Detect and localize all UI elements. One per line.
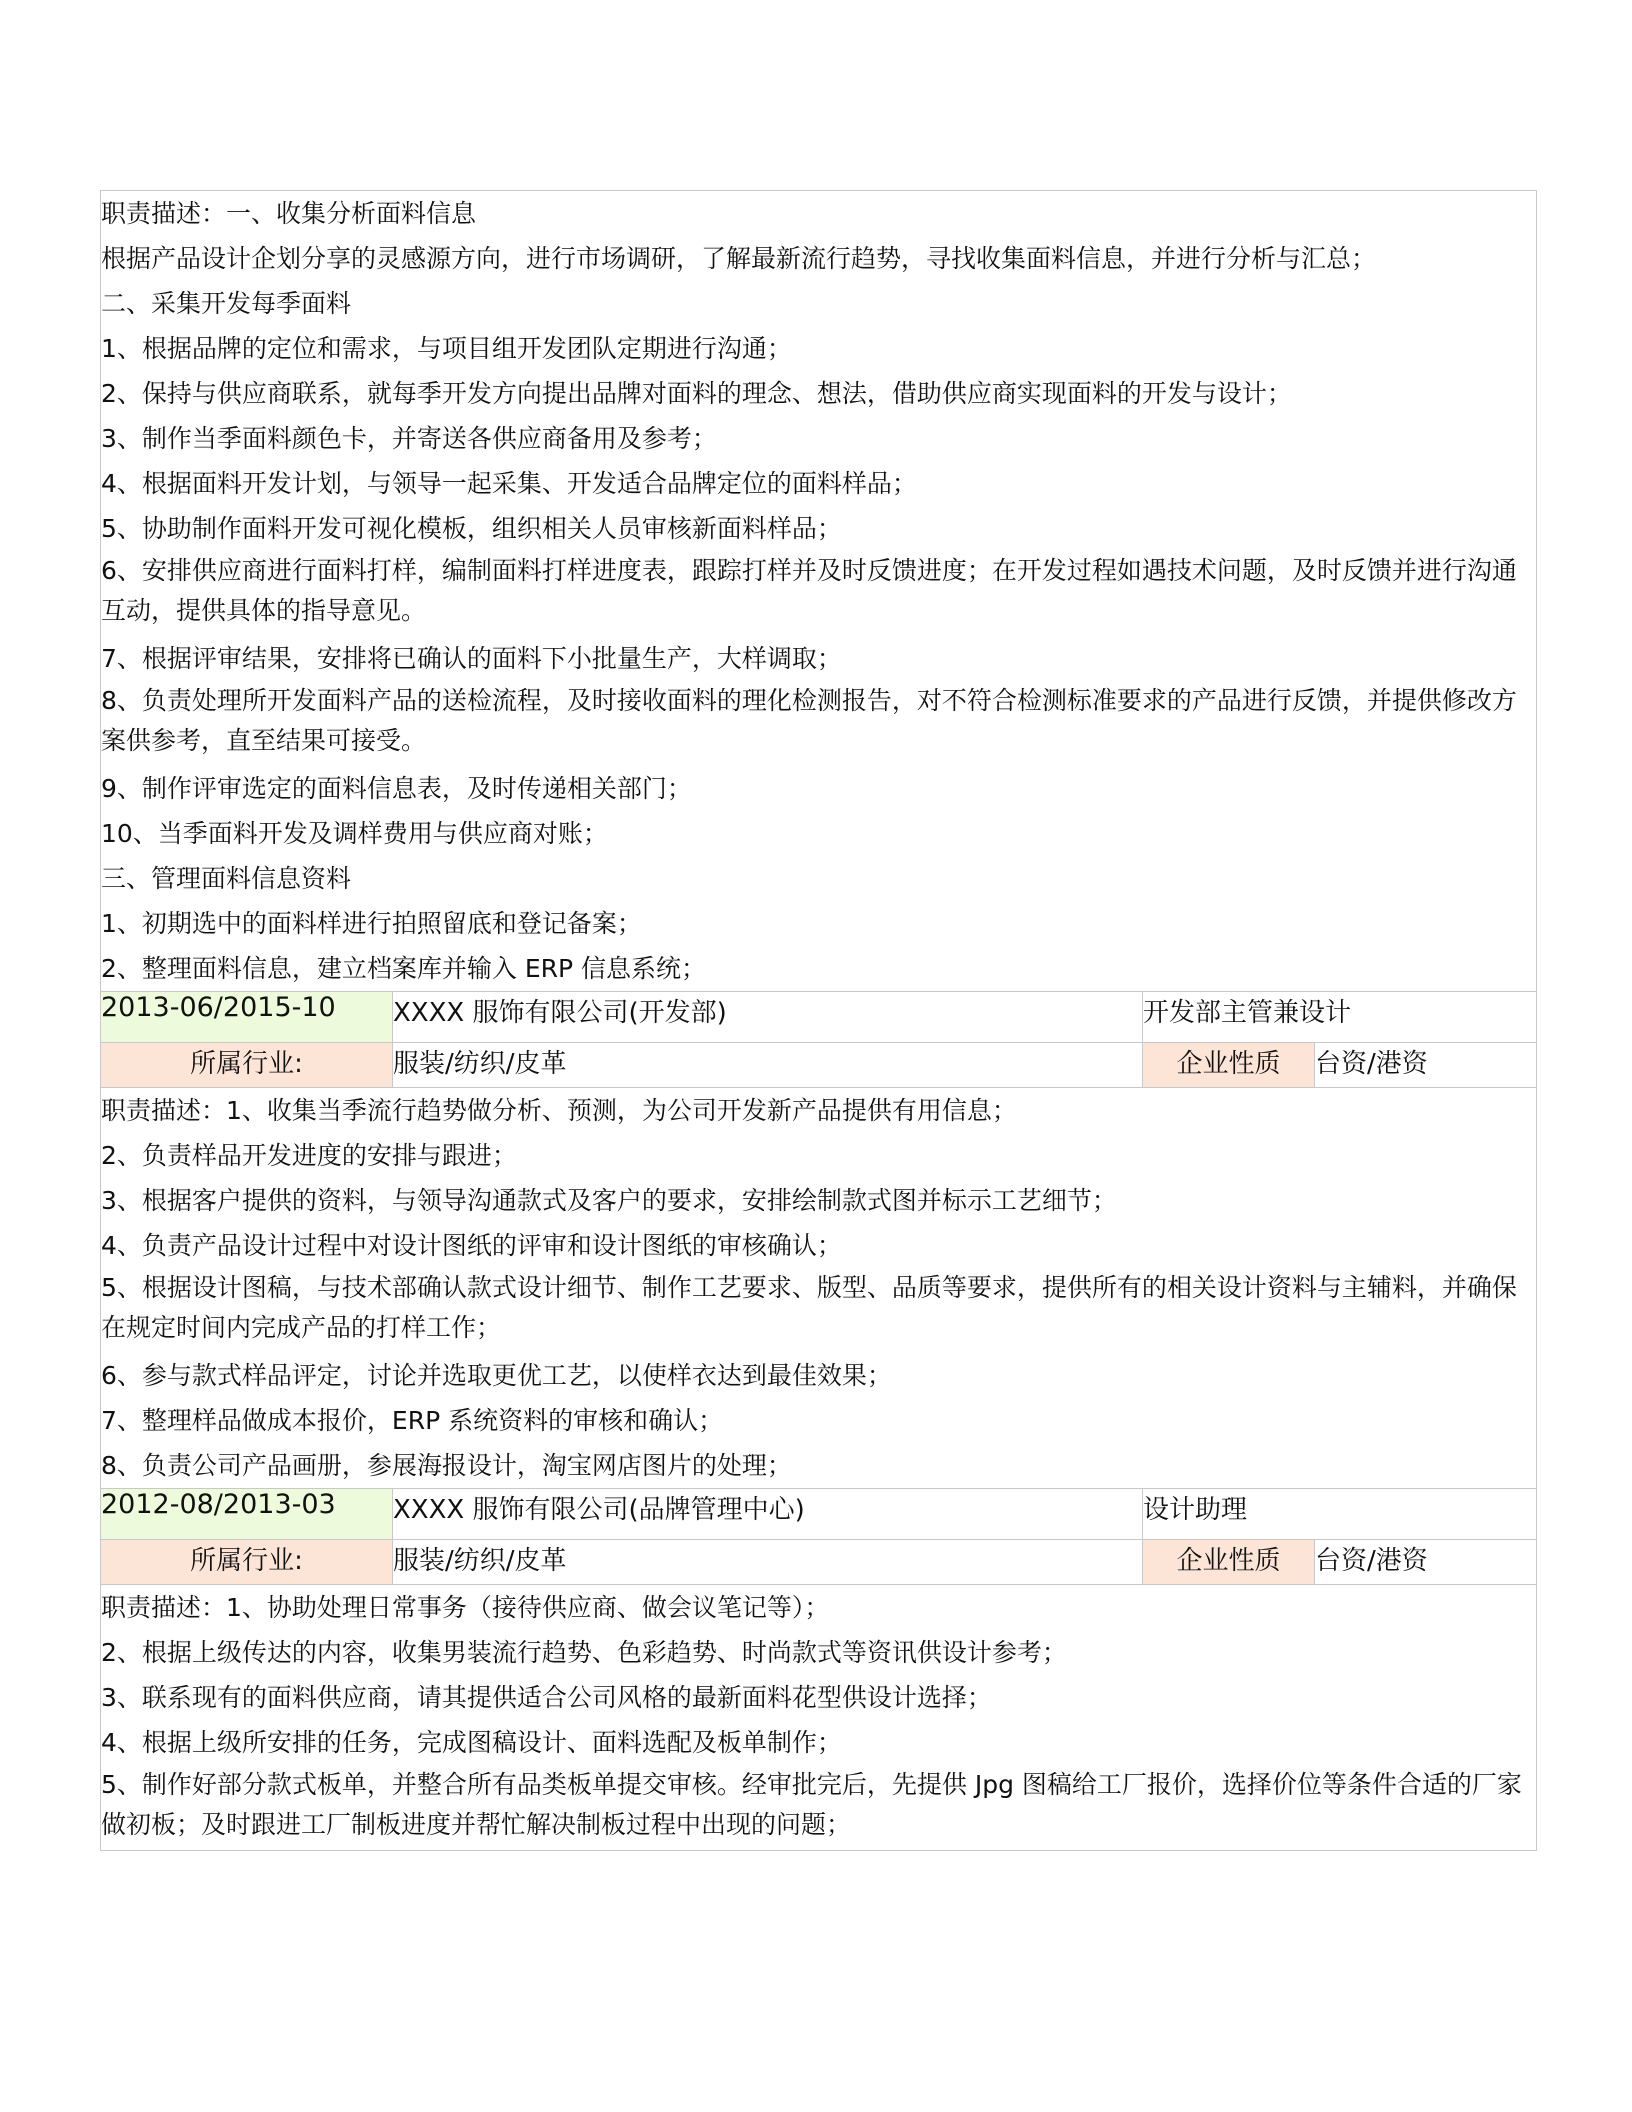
job3-period: 2012-08/2013-03 bbox=[101, 1489, 393, 1540]
desc-line: 2、保持与供应商联系，就每季开发方向提出品牌对面料的理念、想法，借助供应商实现面料的开发与设计； bbox=[101, 379, 1292, 408]
desc-line: 4、根据上级所安排的任务，完成图稿设计、面料选配及板单制作； bbox=[101, 1728, 842, 1757]
desc-line: 职责描述：一、收集分析面料信息 bbox=[101, 199, 477, 228]
desc-line: 职责描述：1、收集当季流行趋势做分析、预测，为公司开发新产品提供有用信息； bbox=[101, 1096, 1017, 1125]
job2-nature: 台资/港资 bbox=[1315, 1043, 1537, 1088]
desc-line: 1、根据品牌的定位和需求，与项目组开发团队定期进行沟通； bbox=[101, 334, 792, 363]
job2-description-row bbox=[101, 1088, 1537, 1489]
desc-line: 职责描述：1、协助处理日常事务（接待供应商、做会议笔记等）； bbox=[101, 1593, 830, 1622]
desc-line: 5、制作好部分款式板单，并整合所有品类板单提交审核。经审批完后，先提供 Jpg 图稿给工厂报价，选择价位等条件合适的厂家做初板；及时跟进工厂制板进度并帮忙解决制板过程中出现的问题； bbox=[101, 1770, 1522, 1839]
work-experience-table bbox=[100, 190, 1537, 1851]
job3-industry-label: 所属行业: bbox=[101, 1540, 393, 1585]
job2-industry: 服装/纺织/皮革 bbox=[393, 1043, 1143, 1088]
desc-line: 1、初期选中的面料样进行拍照留底和登记备案； bbox=[101, 909, 642, 938]
desc-line: 8、负责处理所开发面料产品的送检流程，及时接收面料的理化检测报告，对不符合检测标准要求的产品进行反馈，并提供修改方案供参考，直至结果可接受。 bbox=[101, 686, 1517, 755]
desc-line: 3、联系现有的面料供应商，请其提供适合公司风格的最新面料花型供设计选择； bbox=[101, 1683, 992, 1712]
desc-line: 根据产品设计企划分享的灵感源方向，进行市场调研，了解最新流行趋势，寻找收集面料信息，并进行分析与汇总； bbox=[101, 244, 1377, 273]
desc-line: 6、安排供应商进行面料打样，编制面料打样进度表，跟踪打样并及时反馈进度；在开发过程如遇技术问题，及时反馈并进行沟通互动，提供具体的指导意见。 bbox=[101, 556, 1517, 625]
job3-company: XXXX 服饰有限公司(品牌管理中心) bbox=[393, 1489, 1143, 1540]
desc-line: 二、采集开发每季面料 bbox=[101, 289, 352, 318]
job2-industry-label: 所属行业: bbox=[101, 1043, 393, 1088]
desc-line: 4、负责产品设计过程中对设计图纸的评审和设计图纸的审核确认； bbox=[101, 1231, 842, 1260]
job2-meta-row bbox=[101, 1043, 1537, 1088]
desc-line: 4、根据面料开发计划，与领导一起采集、开发适合品牌定位的面料样品； bbox=[101, 469, 917, 498]
desc-line: 三、管理面料信息资料 bbox=[101, 864, 352, 893]
job2-position: 开发部主管兼设计 bbox=[1143, 992, 1537, 1043]
desc-line: 5、协助制作面料开发可视化模板，组织相关人员审核新面料样品； bbox=[101, 514, 842, 543]
job3-industry: 服装/纺织/皮革 bbox=[393, 1540, 1143, 1585]
desc-line: 5、根据设计图稿，与技术部确认款式设计细节、制作工艺要求、版型、品质等要求，提供所有的相关设计资料与主辅料，并确保在规定时间内完成产品的打样工作； bbox=[101, 1273, 1517, 1342]
job3-position: 设计助理 bbox=[1143, 1489, 1537, 1540]
job3-description-row bbox=[101, 1585, 1537, 1851]
job2-nature-label: 企业性质 bbox=[1143, 1043, 1315, 1088]
job3-description bbox=[101, 1585, 1537, 1851]
desc-line: 6、参与款式样品评定，讨论并选取更优工艺，以使样衣达到最佳效果； bbox=[101, 1361, 892, 1390]
desc-line: 2、根据上级传达的内容，收集男装流行趋势、色彩趋势、时尚款式等资讯供设计参考； bbox=[101, 1638, 1067, 1667]
desc-line: 3、制作当季面料颜色卡，并寄送各供应商备用及参考； bbox=[101, 424, 717, 453]
desc-line: 3、根据客户提供的资料，与领导沟通款式及客户的要求，安排绘制款式图并标示工艺细节； bbox=[101, 1186, 1117, 1215]
job2-company: XXXX 服饰有限公司(开发部) bbox=[393, 992, 1143, 1043]
desc-line: 8、负责公司产品画册，参展海报设计，淘宝网店图片的处理； bbox=[101, 1451, 792, 1480]
job2-period: 2013-06/2015-10 bbox=[101, 992, 393, 1043]
desc-line: 7、根据评审结果，安排将已确认的面料下小批量生产，大样调取； bbox=[101, 644, 842, 673]
job1-description bbox=[101, 191, 1537, 992]
desc-line: 2、负责样品开发进度的安排与跟进； bbox=[101, 1141, 517, 1170]
job3-nature-label: 企业性质 bbox=[1143, 1540, 1315, 1585]
job2-description bbox=[101, 1088, 1537, 1489]
desc-line: 7、整理样品做成本报价，ERP 系统资料的审核和确认； bbox=[101, 1406, 724, 1435]
job1-description-row bbox=[101, 191, 1537, 992]
desc-line: 9、制作评审选定的面料信息表，及时传递相关部门； bbox=[101, 774, 692, 803]
job2-header-row bbox=[101, 992, 1537, 1043]
job3-meta-row bbox=[101, 1540, 1537, 1585]
desc-line: 2、整理面料信息，建立档案库并输入 ERP 信息系统； bbox=[101, 954, 707, 983]
job3-nature: 台资/港资 bbox=[1315, 1540, 1537, 1585]
desc-line: 10、当季面料开发及调样费用与供应商对账； bbox=[101, 819, 608, 848]
resume-page bbox=[100, 190, 1536, 1851]
job3-header-row bbox=[101, 1489, 1537, 1540]
